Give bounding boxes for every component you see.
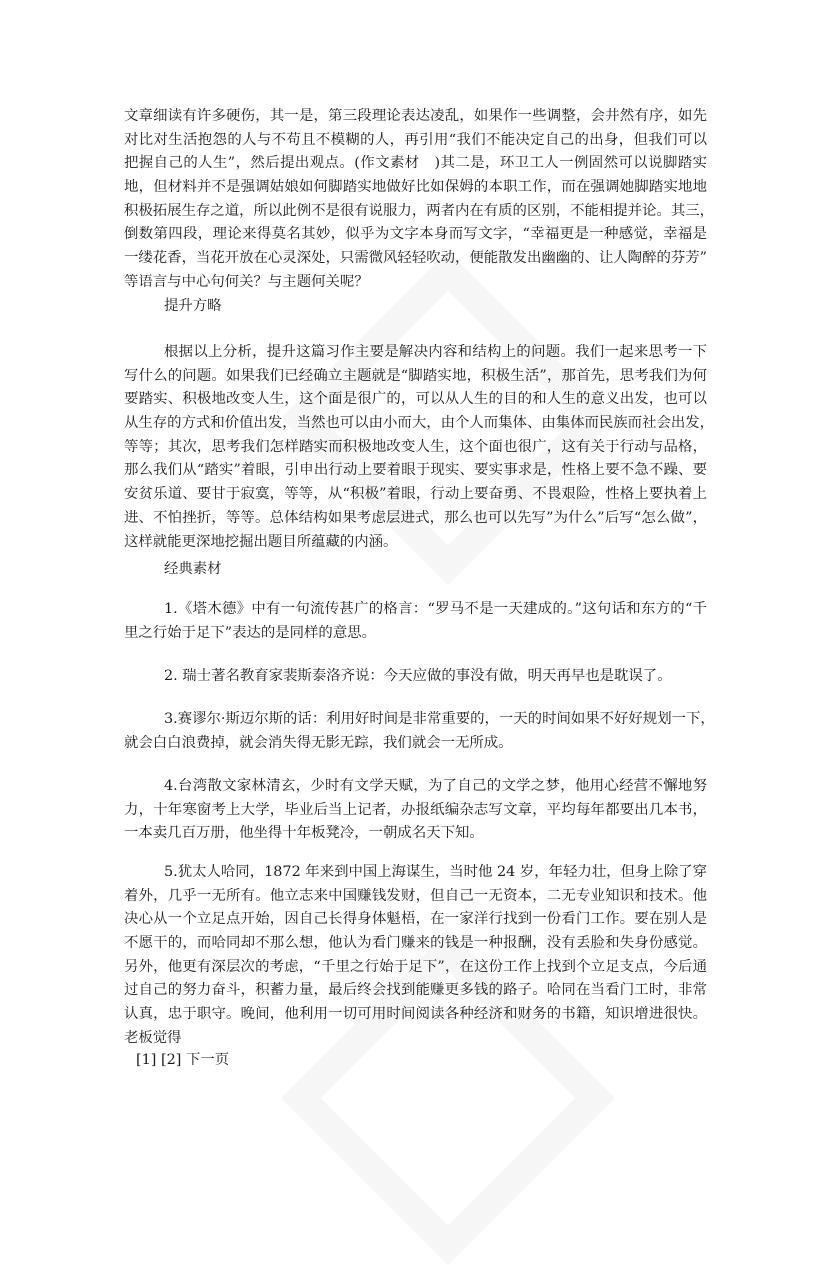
- text-line: 另外，他更有深层次的考虑，“千里之行始于足下”，在这份工作上找到个立足支点，今后通: [124, 958, 707, 975]
- text-line: 4.台湾散文家林清玄，少时有文学天赋，为了自己的文学之梦，他用心经营不懈地努: [164, 778, 707, 794]
- paragraph: [124, 598, 707, 645]
- section-heading: [124, 558, 707, 582]
- text-line: 5.犹太人哈同，1872 年来到中国上海谋生，当时他 24 岁，年轻力壮，但身上除了穿: [164, 864, 707, 880]
- text-line: 提升方略: [164, 298, 222, 314]
- text-line: 过自己的努力奋斗，积蓄力量，最后终会找到能赚更多钱的路子。哈同在当看门工时，非常: [124, 982, 707, 999]
- text-line: 一本卖几百万册，他坐得十年板凳冷，一朝成名天下知。: [124, 825, 484, 842]
- text-line: 不愿干的，而哈同却不那么想，他认为看门赚来的钱是一种报酬，没有丢脸和失身份感觉。: [124, 935, 707, 952]
- text-line: 要踏实、积极地改变人生，这个面是很广的，可以从人生的目的和人生的意义出发，也可以: [124, 391, 707, 408]
- text-line: 倒数第四段，理论来得莫名其妙，似乎为文字本身而写文字，“幸福更是一种感觉，幸福是: [124, 226, 707, 243]
- paragraph: [124, 105, 715, 295]
- text-line: 决心从一个立足点开始，因自己长得身体魁梧，在一家洋行找到一份看门工作。要在别人是: [124, 911, 707, 928]
- text-line: 着外，几乎一无所有。他立志来中国赚钱发财，但自己一无资本，二无专业知识和技术。他: [124, 887, 707, 904]
- section-heading: [124, 295, 707, 319]
- page-link-2[interactable]: [2]: [160, 1052, 182, 1068]
- text-line: 就会白白浪费掉，就会消失得无影无踪，我们就会一无所成。: [124, 734, 513, 751]
- text-line: 进、不怕挫折，等等。总体结构如果考虑层进式，那么也可以先写”为什么”后写“怎么做”，: [124, 509, 707, 526]
- text-line: 把握自己的人生”，然后提出观点。(作文素材 )其二是，环卫工人一例固然可以说脚踏实: [124, 155, 707, 172]
- text-line: 3.赛谬尔·斯迈尔斯的话：利用好时间是非常重要的，一天的时间如果不好好规划一下，: [164, 711, 715, 727]
- text-line: 从生存的方式和价值出发，当然也可以由小而大，由个人而集体、由集体而民族而社会出发，: [124, 415, 715, 432]
- text-line: 等等；其次，思考我们怎样踏实而积极地改变人生，这个面也很广，这有关于行动与品格，: [124, 438, 707, 455]
- text-line: 对比对生活抱怨的人与不苟且不模糊的人，再引用“我们不能决定自己的出身，但我们可以: [124, 131, 707, 148]
- text-line: 一缕花香，当花开放在心灵深处，只需微风轻轻吹动，便能散发出幽幽的、让人陶醉的芬芳”: [124, 250, 707, 267]
- paragraph: [124, 341, 715, 554]
- text-line: 写什么的问题。如果我们已经确立主题就是“脚踏实地，积极生活”，那首先，思考我们为何: [124, 367, 707, 384]
- text-line: 老板觉得: [124, 1029, 182, 1046]
- text-line: 力，十年寒窗考上大学，毕业后当上记者，办报纸编杂志写文章，平均每年都要出几本书，: [124, 801, 707, 818]
- text-line: 2. 瑞士著名教育家裴斯泰洛齐说：今天应做的事没有做，明天再早也是耽误了。: [164, 668, 672, 684]
- paragraph: [124, 775, 707, 846]
- text-line: 安贫乐道、要甘于寂寞，等等，从“积极”着眼，行动上要奋勇、不畏艰险，性格上要执着上: [124, 486, 707, 503]
- text-line: 地，但材料并不是强调姑娘如何脚踏实地做好比如保姆的本职工作，而在强调她脚踏实地地: [124, 179, 707, 196]
- pagination: [136, 1049, 719, 1073]
- text-line: 里之行始于足下”表达的是同样的意思。: [124, 624, 376, 641]
- text-line: 文章细读有许多硬伤，其一是，第三段理论表达凌乱，如果作一些调整，会井然有序，如先: [124, 108, 707, 124]
- paragraph: [124, 861, 707, 1051]
- page-link-1[interactable]: [1]: [136, 1052, 157, 1068]
- text-line: 这样就能更深地挖掘出题目所蕴藏的内涵。: [124, 533, 398, 550]
- next-page-link[interactable]: 下一页: [185, 1052, 230, 1068]
- text-line: 那么我们从“踏实”着眼，引申出行动上要着眼于现实、要实事求是，性格上要不急不躁、要: [124, 462, 707, 479]
- text-line: 等语言与中心句何关？与主题何关呢？: [124, 273, 369, 290]
- text-line: 根据以上分析，提升这篇习作主要是解决内容和结构上的问题。我们一起来思考一下: [164, 344, 707, 360]
- paragraph: [124, 708, 715, 755]
- text-line: 积极拓展生存之道，所以此例不是很有说服力，两者内在有质的区别，不能相提并论。其三，: [124, 202, 715, 219]
- paragraph: [124, 665, 707, 689]
- text-line: 经典素材: [164, 561, 222, 577]
- text-line: 1.《塔木德》中有一句流传甚广的格言：“罗马不是一天建成的。”这句话和东方的“千: [164, 601, 707, 617]
- text-line: 认真，忠于职守。晚间，他利用一切可用时间阅读各种经济和财务的书籍，知识增进很快。: [124, 1006, 707, 1023]
